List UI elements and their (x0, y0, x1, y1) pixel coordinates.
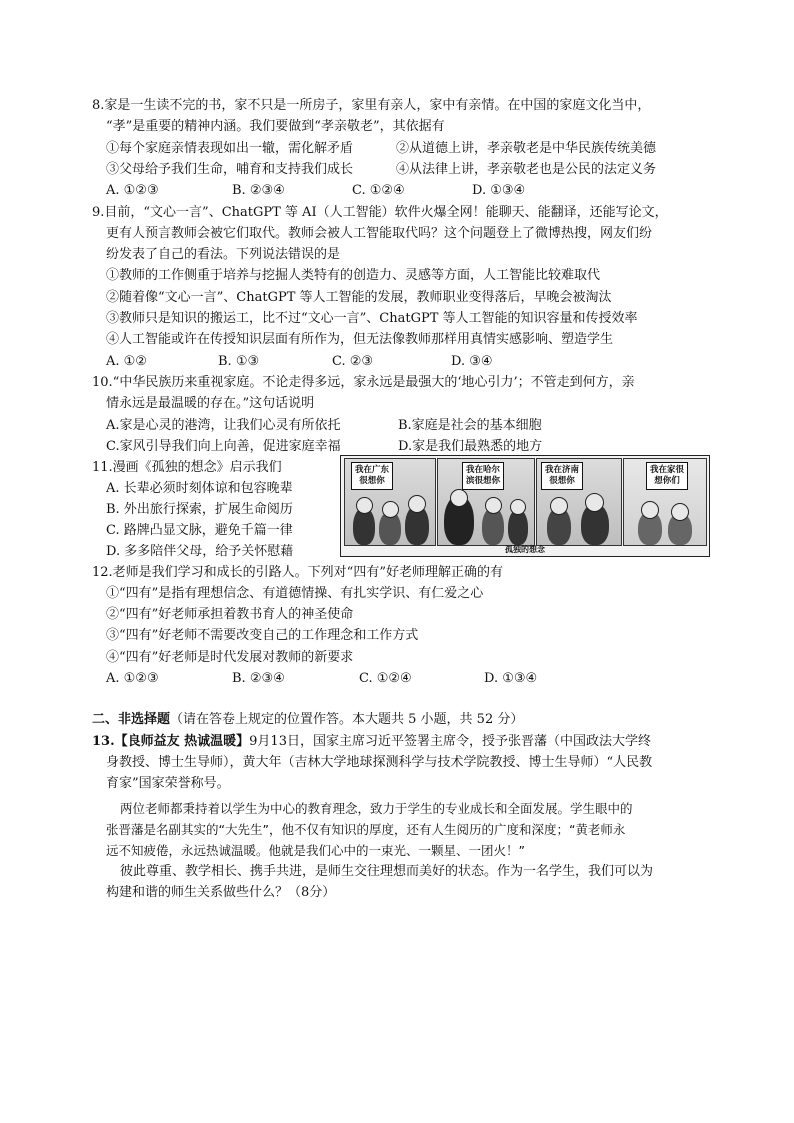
q9-statement-3: ③教师只是知识的搬运工，比不过“文心一言”、ChatGPT 等人工智能的知识容量和传授效率 (106, 311, 638, 326)
q10-option-b[interactable]: B.家庭是社会的基本细胞 (398, 418, 542, 433)
q9-option-a[interactable]: A. ①② (106, 354, 147, 369)
q12-option-b[interactable]: B. ②③④ (232, 671, 285, 686)
q13-paragraph2-line1: 彼此尊重、教学相长、携手共进，是师生交往理想而美好的状态。作为一名学生，我们可以为 (120, 864, 654, 879)
section2-heading: 二、非选择题 (92, 712, 171, 727)
comic-bubble-3: 我在济南 很想你 (541, 462, 583, 490)
q9-option-c[interactable]: C. ②③ (332, 354, 374, 369)
comic-panel-1 (344, 458, 436, 546)
comic-panel-2 (437, 458, 535, 546)
q10-stem-line1: 10.“中华民族历来重视家庭。不论走得多远，家永远是最强大的‘地心引力’；不管走到何方，亲 (92, 375, 635, 390)
q12-option-a[interactable]: A. ①②③ (106, 671, 159, 686)
q11-stem: 11.漫画《孤独的想念》启示我们 (92, 460, 282, 475)
section2-header (92, 710, 523, 730)
q8-option-b[interactable]: B. ②③④ (232, 183, 285, 198)
q13-text-1: 9月13日，国家主席习近平签署主席令，授予张晋藩（中国政法大学终 (249, 734, 651, 749)
comic-bubble-4: 我在家很 想你们 (646, 462, 688, 490)
q9-option-d[interactable]: D. ③④ (451, 354, 493, 369)
q10-option-d[interactable]: D.家是我们最熟悉的地方 (398, 439, 543, 454)
q9-stem-line1: 9.目前，“文心一言”、ChatGPT 等 AI（人工智能）软件火爆全网！能聊天、能翻译，还能写论文， (92, 205, 668, 220)
q10-option-a[interactable]: A.家是心灵的港湾，让我们心灵有所依托 (106, 418, 341, 433)
q8-option-c[interactable]: C. ①②④ (352, 183, 405, 198)
q9-stem-line3: 纷发表了自己的看法。下列说法错误的是 (106, 247, 341, 262)
q8-statement-2: ②从道德上讲，孝亲敬老是中华民族传统美德 (396, 141, 657, 156)
q13-tag: 【良师益友 热诚温暖】 (114, 734, 250, 749)
q10-stem-line2: 情永远是最温暖的存在。”这句话说明 (106, 396, 315, 411)
q11-option-a[interactable]: A. 长辈必须时刻体谅和包容晚辈 (106, 481, 293, 496)
comic-panel-4 (623, 458, 707, 546)
q9-statement-4: ④人工智能或许在传授知识层面有所作为，但无法像教师那样用真情实感影响、塑造学生 (106, 332, 614, 347)
q12-statement-2: ②“四有”好老师承担着教书育人的神圣使命 (106, 607, 354, 622)
q9-stem-line2: 更有人预言教师会被它们取代。教师会被人工智能取代吗？这个问题登上了微博热搜，网友们纷 (106, 226, 653, 241)
q11-option-b[interactable]: B. 外出旅行探索，扩展生命阅历 (106, 502, 293, 517)
q13-number: 13. (92, 734, 115, 749)
q8-stem-line1: 8.家是一生读不完的书，家不只是一所房子，家里有亲人，家中有亲情。在中国的家庭文化当中， (92, 98, 651, 113)
q9-option-b[interactable]: B. ①③ (218, 354, 260, 369)
q8-stem-line2: “孝”是重要的精神内涵。我们要做到“孝亲敬老”，其依据有 (106, 119, 445, 134)
q12-option-d[interactable]: D. ①③④ (484, 671, 538, 686)
q12-statement-3: ③“四有”好老师不需要改变自己的工作理念和工作方式 (106, 628, 419, 643)
q11-option-d[interactable]: D. 多多陪伴父母，给予关怀慰藉 (106, 544, 294, 559)
q8-statement-3: ③父母给予我们生命，哺育和支持我们成长 (106, 162, 354, 177)
q8-option-d[interactable]: D. ①③④ (472, 183, 526, 198)
q8-statement-1: ①每个家庭亲情表现如出一辙，需化解矛盾 (106, 141, 354, 156)
q12-option-c[interactable]: C. ①②④ (359, 671, 412, 686)
q11-option-c[interactable]: C. 路牌凸显文脉，避免千篇一律 (106, 523, 293, 538)
q13-line3: 育家”国家荣誉称号。 (106, 776, 230, 791)
comic-caption: 孤独的想念 (505, 545, 545, 554)
q13-paragraph2-line2: 构建和谐的师生关系做些什么？（8分） (106, 885, 336, 900)
q12-statement-4: ④“四有”好老师是时代发展对教师的新要求 (106, 650, 354, 665)
q12-stem: 12.老师是我们学习和成长的引路人。下列对“四有”好老师理解正确的有 (92, 565, 503, 580)
comic-panel-3 (536, 458, 622, 546)
section2-note: （请在答卷上规定的位置作答。本大题共 5 小题，共 52 分） (170, 712, 524, 727)
q9-statement-1: ①教师的工作侧重于培养与挖掘人类特有的创造力、灵感等方面，人工智能比较难取代 (106, 268, 601, 283)
comic-bubble-2: 我在哈尔 滨很想你 (462, 462, 504, 490)
q8-option-a[interactable]: A. ①②③ (106, 183, 159, 198)
q12-statement-1: ①“四有”是指有理想信念、有道德情操、有扎实学识、有仁爱之心 (106, 586, 484, 601)
q13-paragraph1-line2: 张晋藩是名副其实的“大先生”，他不仅有知识的厚度，还有人生阅历的广度和深度；“黄老师永 (106, 822, 626, 837)
q13-line2: 身教授、博士生导师），黄大年（吉林大学地球探测科学与技术学院教授、博士生导师）“人民教 (106, 755, 653, 770)
comic-bubble-1: 我在广东 很想你 (351, 462, 393, 490)
q13-line1 (92, 732, 651, 752)
q13-paragraph1-line1: 两位老师都秉持着以学生为中心的教育理念，致力于学生的专业成长和全面发展。学生眼中的 (120, 801, 633, 816)
comic-lonely-missing (340, 455, 710, 557)
q8-statement-4: ④从法律上讲，孝亲敬老也是公民的法定义务 (396, 162, 657, 177)
q9-statement-2: ②随着像“文心一言”、ChatGPT 等人工智能的发展，教师职业变得落后，早晚会被淘汰 (106, 290, 612, 305)
q10-option-c[interactable]: C.家风引导我们向上向善，促进家庭幸福 (106, 439, 341, 454)
q13-paragraph1-line3: 远不知疲倦，永远热诚温暖。他就是我们心中的一束光、一颗星、一团火！” (106, 843, 525, 858)
